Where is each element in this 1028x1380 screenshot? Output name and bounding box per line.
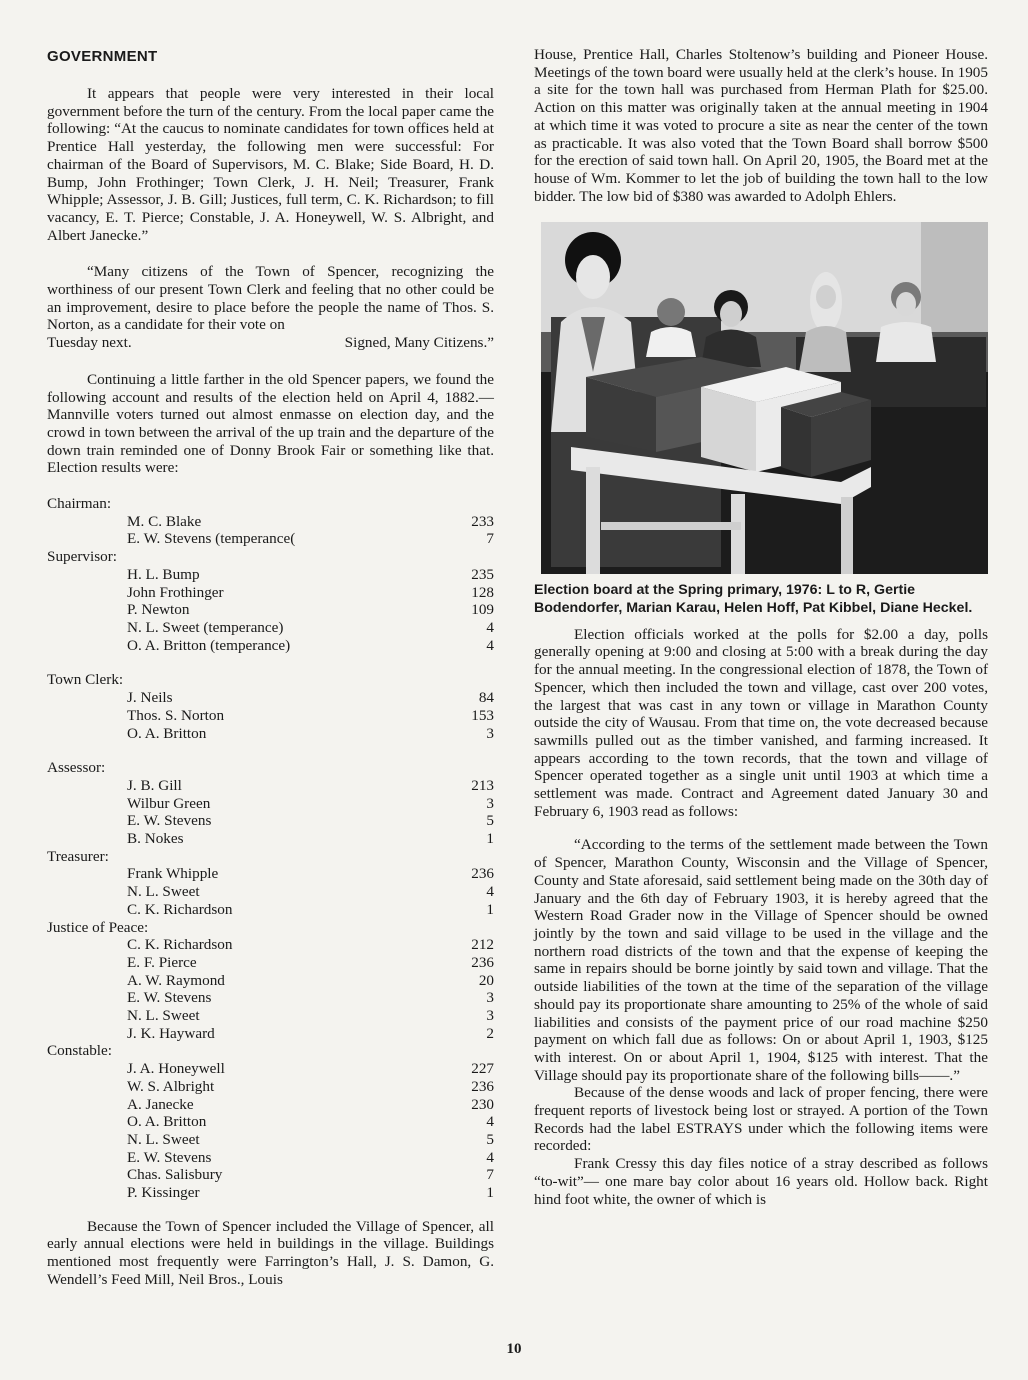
candidate-name: O. A. Britton (temperance) <box>127 636 291 654</box>
vote-count: 3 <box>486 989 494 1007</box>
vote-count: 213 <box>471 776 494 794</box>
vote-count: 4 <box>486 618 494 636</box>
candidate-name: C. K. Richardson <box>127 900 233 918</box>
candidate-name: Wilbur Green <box>127 794 211 812</box>
vote-count: 128 <box>471 583 494 601</box>
candidate-row <box>47 601 494 619</box>
candidate-row <box>47 725 494 743</box>
vote-count: 1 <box>486 1184 494 1202</box>
vote-count: 227 <box>471 1060 494 1078</box>
vote-count: 3 <box>486 794 494 812</box>
candidate-row <box>47 865 494 883</box>
vote-count: 4 <box>486 1113 494 1131</box>
candidate-name: O. A. Britton <box>127 724 207 742</box>
vote-count: 2 <box>486 1024 494 1042</box>
candidate-row <box>47 883 494 901</box>
candidate-name: E. F. Pierce <box>127 953 197 971</box>
vote-count: 236 <box>471 1077 494 1095</box>
candidate-row <box>47 812 494 830</box>
candidate-row <box>47 1060 494 1078</box>
candidate-name: N. L. Sweet <box>127 1007 200 1025</box>
candidate-name: A. W. Raymond <box>127 971 225 989</box>
candidate-row <box>47 954 494 972</box>
candidate-row <box>47 1078 494 1096</box>
candidate-name: E. W. Stevens <box>127 812 212 830</box>
candidate-name: E. W. Stevens <box>127 989 212 1007</box>
election-board-photo <box>541 222 988 574</box>
candidate-row <box>47 989 494 1007</box>
candidate-name: N. L. Sweet <box>127 1130 200 1148</box>
vote-count: 84 <box>478 689 494 707</box>
candidate-row <box>47 707 494 725</box>
vote-count: 4 <box>486 883 494 901</box>
candidate-row <box>47 513 494 531</box>
signature: Signed, Many Citizens.” <box>344 334 494 352</box>
vote-count: 4 <box>486 1148 494 1166</box>
vote-count: 212 <box>471 936 494 954</box>
candidate-row <box>47 1184 494 1202</box>
candidate-row <box>47 530 494 548</box>
candidate-name: P. Newton <box>127 601 190 619</box>
candidate-row <box>47 1131 494 1149</box>
paragraph: Continuing a little farther in the old Spencer papers, we found the following account and results of the election held on April 4, 1882.— Mannville voters turned out almost enmasse on election day, and the crowd in town between the arrival of the up train and the departure of the down train reminded one of Donny Brook Fair or something like that. Election results were: <box>47 370 494 477</box>
page-number: 10 <box>506 1341 522 1357</box>
vote-count: 7 <box>486 530 494 548</box>
vote-count: 7 <box>486 1166 494 1184</box>
vote-count: 3 <box>486 724 494 742</box>
candidate-row <box>47 795 494 813</box>
office-label: Constable: <box>47 1042 112 1060</box>
candidate-name: John Frothinger <box>127 583 224 601</box>
vote-count: 3 <box>486 1007 494 1025</box>
candidate-name: J. B. Gill <box>127 776 182 794</box>
candidate-row <box>47 689 494 707</box>
candidate-name: Thos. S. Norton <box>127 706 225 724</box>
candidate-row <box>47 777 494 795</box>
candidate-name: Chas. Salisbury <box>127 1166 223 1184</box>
vote-count: 236 <box>471 953 494 971</box>
candidate-row <box>47 1007 494 1025</box>
office-label: Supervisor: <box>47 548 118 566</box>
candidate-row <box>47 566 494 584</box>
candidate-name: E. W. Stevens <box>127 1148 212 1166</box>
vote-count: 4 <box>486 636 494 654</box>
candidate-row <box>47 1113 494 1131</box>
vote-count: 109 <box>471 601 494 619</box>
office-label: Justice of Peace: <box>47 918 149 936</box>
election-results <box>47 495 494 1202</box>
candidate-name: B. Nokes <box>127 830 184 848</box>
candidate-row <box>47 830 494 848</box>
office-label: Chairman: <box>47 495 112 513</box>
candidate-row <box>47 1149 494 1167</box>
candidate-name: H. L. Bump <box>127 565 200 583</box>
paragraph: Election officials worked at the polls for $2.00 a day, polls generally opening at 9:00 and closing at 5:00 with a break during the day for the annual meeting. In the congressional election of 1878, the Town of Spencer, which then included the town and village, cast over 200 votes, the largest that was cast in any town or village in Marathon County outside the city of Wausau. From that time on, the vote decreased because sawmills pulled out as the timber vanished, and farming increased. It appears according to the town records, that the town and village of Spencer operated together as a single unit until 1903 at which time a settlement was made. Contract and Agreement dated January 30 and February 6, 1903 read as follows: <box>534 625 988 820</box>
paragraph: “According to the terms of the settlement made between the Town of Spencer, Marathon County, Wisconsin and the Village of Spencer, County and State aforesaid, said settlement being made on the 30th day of January and the 6th day of February 1903, it is hereby agreed that the Western Road Grader now in the Village of Spencer should be owned jointly by the town and said village to be used in the village and the northern road districts of the town and that the expense of keeping the same in repairs should be borne jointly by said town and village. That the outside liabilities of the town at the time of the separation of the village should pay its proportionate share amounting to 25% of the whole of said liabilities and consists of the payment price of our road machine $250 payment on which fall due as follows: On or about April 1, 1903, $125 with interest. On or about April 1, 1904, $125 with interest. That the Village should pay its proportionate share of the following bills——.” <box>534 836 988 1084</box>
candidate-name: A. Janecke <box>127 1095 194 1113</box>
candidate-name: O. A. Britton <box>127 1113 207 1131</box>
paragraph: Because the Town of Spencer included the Village of Spencer, all early annual elections were held in buildings in the village. Buildings mentioned most frequently were Farrington’s Hall, J. S. Damon, G. Wendell’s Feed Mill, Neil Bros., Louis <box>47 1217 494 1288</box>
office-label: Town Clerk: <box>47 671 124 689</box>
left-column <box>47 48 494 1289</box>
candidate-name: J. Neils <box>127 689 173 707</box>
candidate-name: W. S. Albright <box>127 1077 215 1095</box>
vote-count: 236 <box>471 865 494 883</box>
candidate-row <box>47 1025 494 1043</box>
candidate-name: P. Kissinger <box>127 1184 200 1202</box>
vote-count: 5 <box>486 812 494 830</box>
candidate-row <box>47 1096 494 1114</box>
vote-count: 5 <box>486 1130 494 1148</box>
paragraph: House, Prentice Hall, Charles Stoltenow’s building and Pioneer House. Meetings of the town board were usually held at the clerk’s house. In 1905 a site for the town hall was purchased from Herman Plath for $25.00. Action on this matter was originally taken at the annual meeting in 1904 at which time it was voted to procure a site as near the center of the town as practicable. It was also voted that the Town Board shall borrow $500 for the erection of said town hall. On April 20, 1905, the Board met at the house of Wm. Kommer to let the job of building the town hall to the low bidder. The low bid of $380 was awarded to Adolph Ehlers. <box>534 46 988 205</box>
candidate-name: Frank Whipple <box>127 865 219 883</box>
photo-illustration <box>541 222 988 574</box>
candidate-row <box>47 972 494 990</box>
office-label: Treasurer: <box>47 847 109 865</box>
candidate-row <box>47 637 494 655</box>
vote-count: 1 <box>486 900 494 918</box>
candidate-name: J. A. Honeywell <box>127 1060 225 1078</box>
section-heading: GOVERNMENT <box>47 48 158 65</box>
photo-caption: Election board at the Spring primary, 1976: L to R, Gertie Bodendorfer, Marian Karau, Helen Hoff, Pat Kibbel, Diane Heckel. <box>534 582 973 616</box>
candidate-row <box>47 1166 494 1184</box>
candidate-name: E. W. Stevens (temperance( <box>127 530 296 548</box>
signed-line-text: Tuesday next. <box>47 334 132 352</box>
candidate-row <box>47 936 494 954</box>
candidate-row <box>47 584 494 602</box>
signed-line <box>47 334 494 352</box>
office-label: Assessor: <box>47 759 106 777</box>
right-column <box>534 46 988 1208</box>
vote-count: 235 <box>471 565 494 583</box>
candidate-name: M. C. Blake <box>127 512 202 530</box>
candidate-name: N. L. Sweet <box>127 883 200 901</box>
vote-count: 1 <box>486 830 494 848</box>
paragraph: Frank Cressy this day files notice of a stray described as follows “to-wit”— one mare bay color about 16 years old. Hollow back. Right hind foot white, the owner of which is <box>534 1155 988 1208</box>
vote-count: 20 <box>478 971 494 989</box>
paragraph: “Many citizens of the Town of Spencer, recognizing the worthiness of our present Town Clerk and feeling that no other could be an improvement, desire to place before the people the name of Thos. S. Norton, as a candidate for their vote on <box>47 263 494 334</box>
vote-count: 153 <box>471 706 494 724</box>
paragraph: Because of the dense woods and lack of proper fencing, there were frequent reports of livestock being lost or strayed. A portion of the Town Records had the label ESTRAYS under which the following items were recorded: <box>534 1084 988 1155</box>
candidate-name: C. K. Richardson <box>127 936 233 954</box>
candidate-row <box>47 619 494 637</box>
vote-count: 230 <box>471 1095 494 1113</box>
paragraph: It appears that people were very interested in their local government before the turn of the century. From the local paper came the following: “At the caucus to nominate candidates for town offices held at Prentice Hall yesterday, the following men were successful: For chairman of the Board of Supervisors, M. C. Blake; Side Board, H. D. Bump, John Frothinger; Town Clerk, J. H. Neil; Treasurer, Frank Whipple; Assessor, J. B. Gill; Justices, full term, C. K. Richardson; to fill vacancy, E. T. Pierce; Constable, J. A. Honeywell, W. S. Albright, and Albert Janecke.” <box>47 85 494 244</box>
vote-count: 233 <box>471 512 494 530</box>
candidate-row <box>47 901 494 919</box>
candidate-name: N. L. Sweet (temperance) <box>127 618 284 636</box>
candidate-name: J. K. Hayward <box>127 1024 215 1042</box>
